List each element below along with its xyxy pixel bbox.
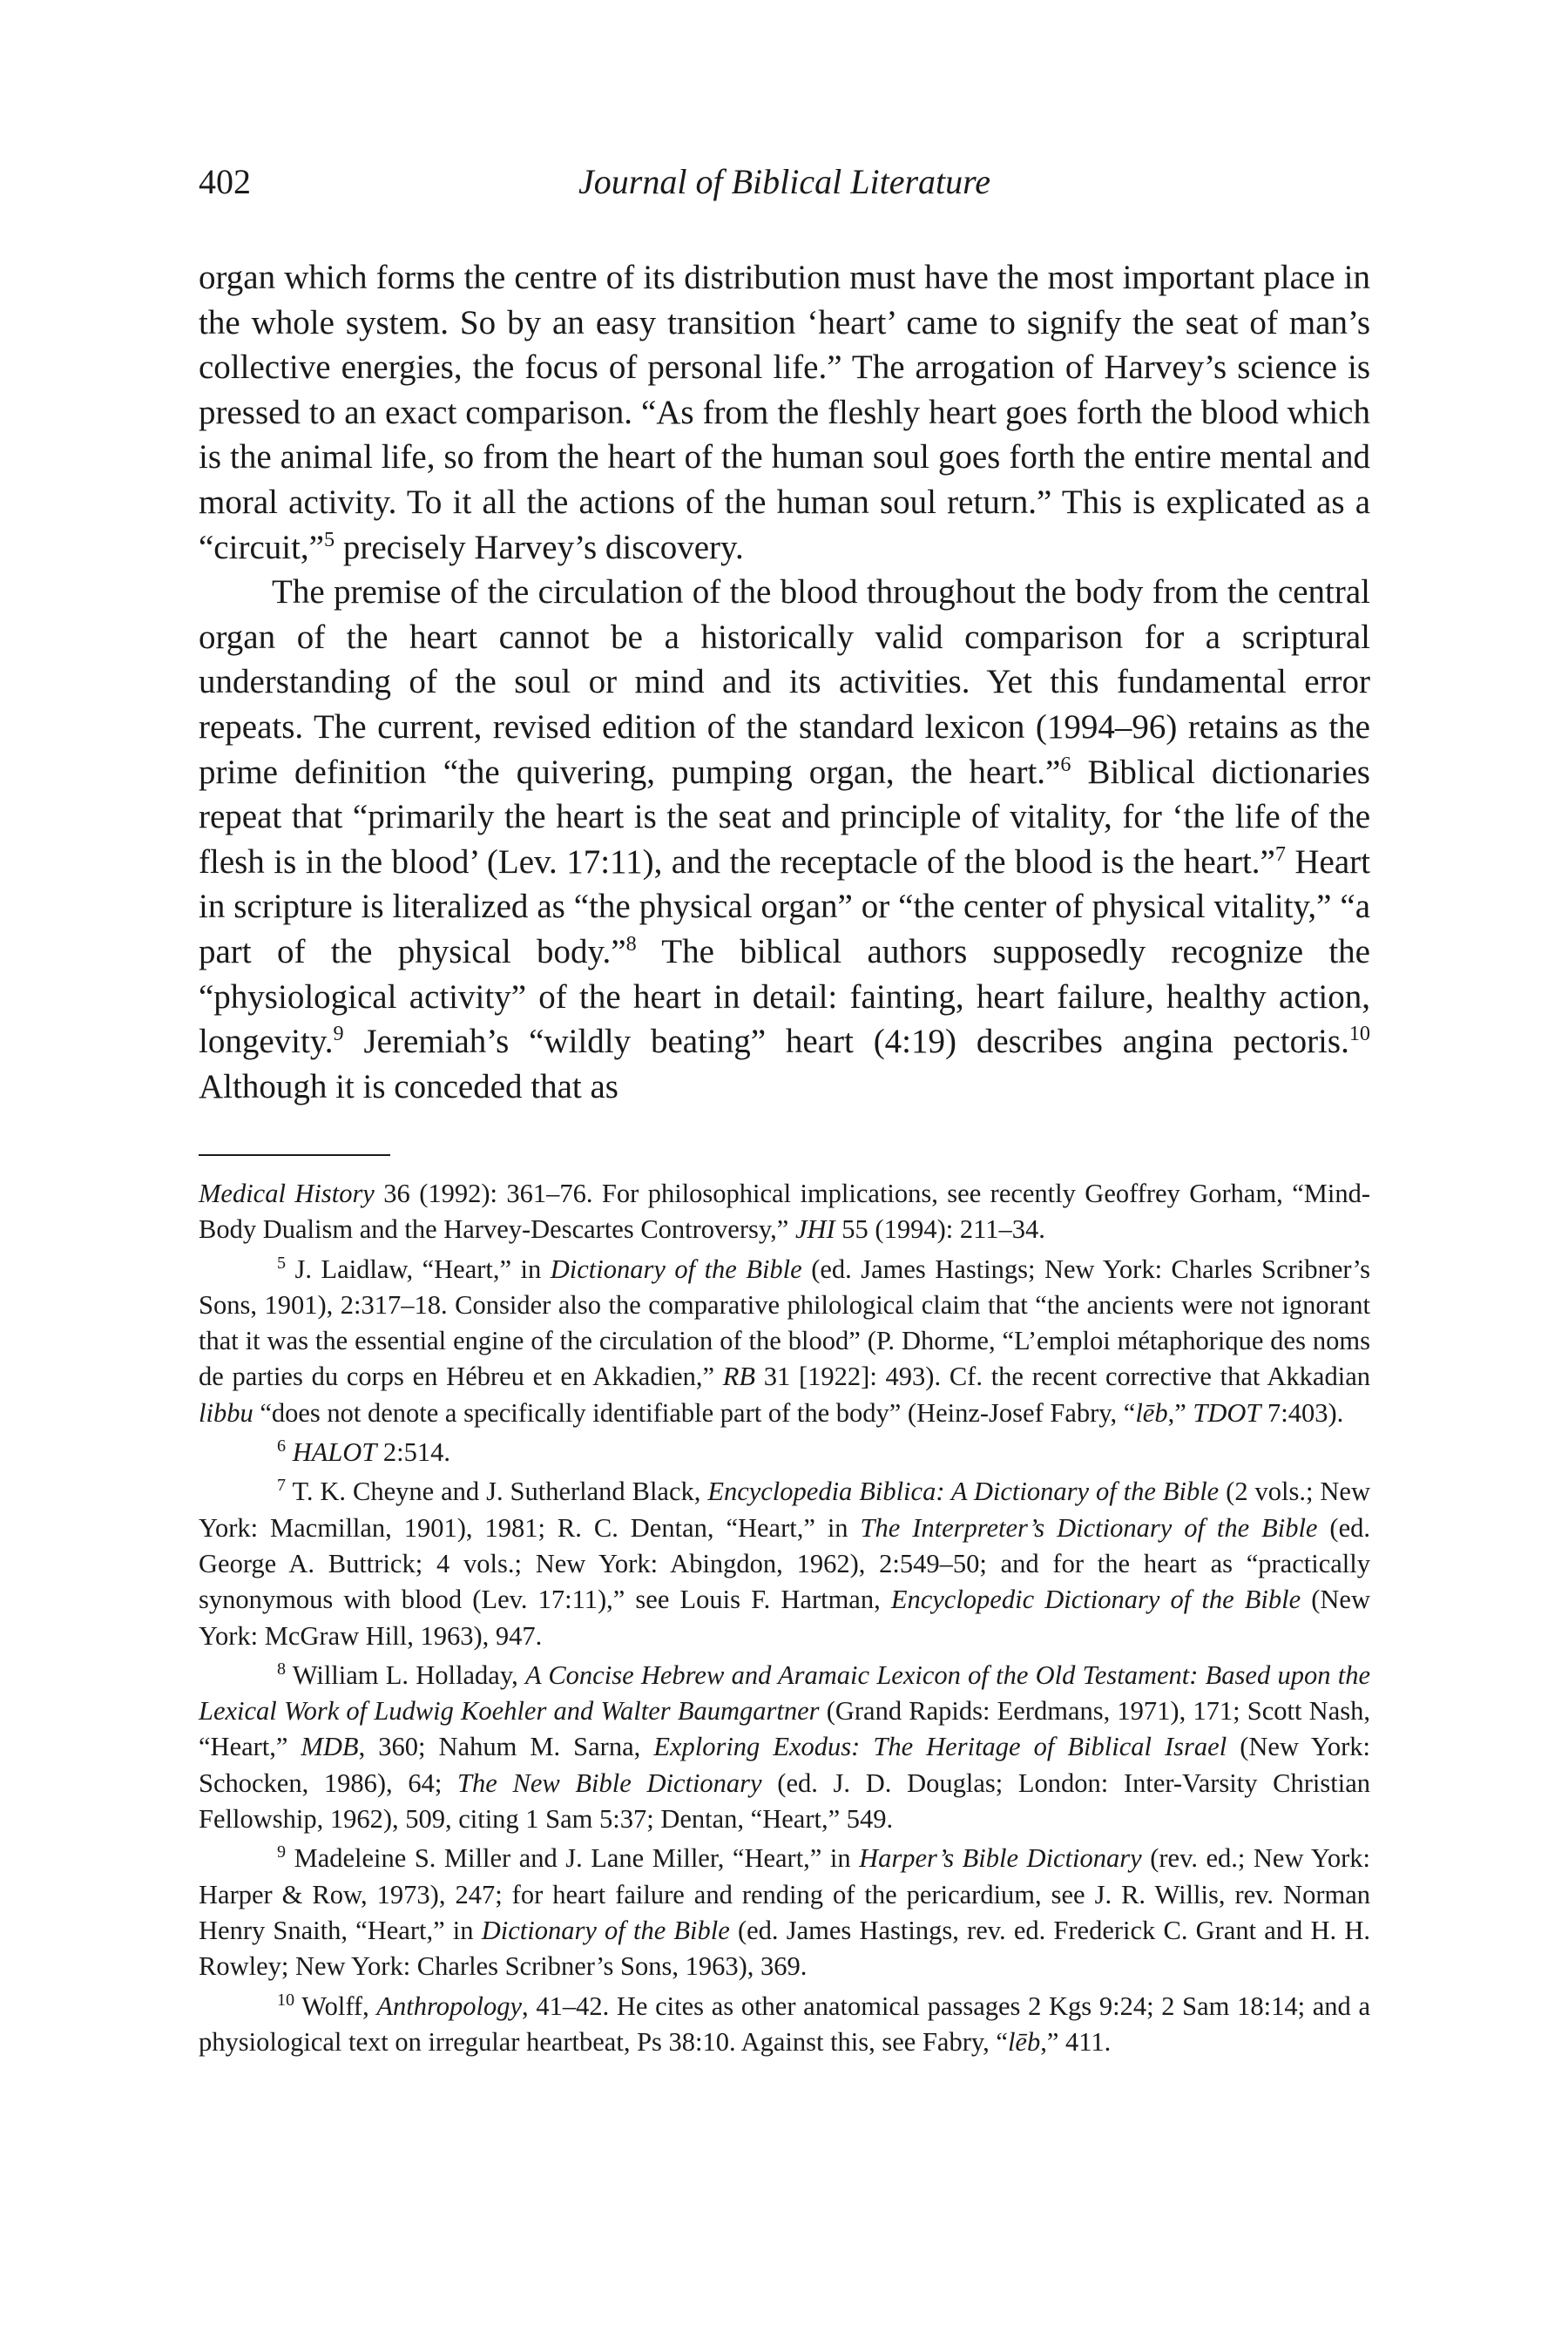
footnote-ref[interactable]: 8: [625, 931, 637, 956]
footnote-ref[interactable]: 5: [323, 527, 335, 551]
footnote-ref[interactable]: 7: [1274, 841, 1286, 866]
footnote-9: $^9$ Madeleine S. Miller and J. Lane Miller, “Heart,” in Harper’s Bible Dictionary (rev. ed.; New York: Harper & Row, 1973), 247; for heart failure and rending of the pericardium, see J. R. Willis, rev. Norman Henry Snaith, “Heart,” in Dictionary of the Bible (ed. James Hastings, rev. ed. Frederick C. Grant and H. H. Rowley; New York: Charles Scribner’s Sons, 1963), 369.: [199, 1842, 1370, 1982]
footnote-7: $^7$ T. K. Cheyne and J. Sutherland Black, Encyclopedia Biblica: A Dictionary of the Bible (2 vols.; New York: Macmillan, 1901), 1981; R. C. Dentan, “Heart,” in The Interpreter’s Dictionary of the Bible (ed. George A. Buttrick; 4 vols.; New York: Abingdon, 1962), 2:549–50; and for the heart as “practically synonymous with blood (Lev. 17:11),” see Louis F. Hartman, Encyclopedic Dictionary of the Bible (New York: McGraw Hill, 1963), 947.: [199, 1476, 1370, 1651]
body-paragraph: organ which forms the centre of its distribution must have the most important place in the whole system. So by an easy transition ‘heart’ came to signify the seat of man’s collective energies, the focus of personal life.” The arrogation of Harvey’s science is pressed to an exact comparison. “As from the fleshly heart goes forth the blood which is the animal life, so from the heart of the human soul goes forth the entire mental and moral activity. To it all the actions of the human soul return.” This is explicated as a “circuit,”$^5$ precisely Harvey’s discovery.: [199, 259, 1370, 566]
footnote-ref[interactable]: 10: [1348, 1022, 1370, 1046]
body-text: [199, 255, 1370, 1109]
footnote-ref[interactable]: 6: [1060, 752, 1071, 776]
footnote-number: 5: [277, 1253, 287, 1273]
journal-title: Journal of Biblical Literature: [578, 162, 990, 201]
footnote-number: 6: [277, 1436, 287, 1456]
footnotes: [199, 1176, 1370, 2064]
running-head: [199, 159, 1370, 212]
footnote-5: $^5$ J. Laidlaw, “Heart,” in Dictionary of the Bible (ed. James Hastings; New York: Charles Scribner’s Sons, 1901), 2:317–18. Consider also the comparative philological claim that “the ancients were not ignorant that it was the essential engine of the circulation of the blood” (P. Dhorme, “L’emploi métaphorique des noms de parties du corps en Hébreu et en Akkadien,” RB 31 [1922]: 493). Cf. the recent corrective that Akkadian libbu “does not denote a specifically identifiable part of the body” (Heinz-Josef Fabry, “lēb,” TDOT 7:403).: [199, 1253, 1370, 1428]
footnote-10: $^{10}$ Wolff, Anthropology, 41–42. He cites as other anatomical passages 2 Kgs 9:24; 2 Sam 18:14; and a physiological text on irregular heartbeat, Ps 38:10. Against this, see Fabry, “lēb,” 411.: [199, 1990, 1371, 2057]
footnote-6: $^6$ HALOT 2:514.: [277, 1436, 451, 1468]
page-number: 402: [199, 162, 251, 201]
footnote-8: $^8$ William L. Holladay, A Concise Hebrew and Aramaic Lexicon of the Old Testament: Based upon the Lexical Work of Ludwig Koehler and Walter Baumgartner (Grand Rapids: Eerdmans, 1971), 171; Scott Nash, “Heart,” MDB, 360; Nahum M. Sarna, Exploring Exodus: The Heritage of Biblical Israel (New York: Schocken, 1986), 64; The New Bible Dictionary (ed. J. D. Douglas; London: Inter-Varsity Christian Fellowship, 1962), 509, citing 1 Sam 5:37; Dentan, “Heart,” 549.: [199, 1659, 1371, 1835]
footnote-number: 10: [277, 1990, 295, 2010]
footnote-number: 9: [277, 1842, 287, 1862]
footnote-continuation: Medical History 36 (1992): 361–76. For philosophical implications, see recently Geoffrey Gorham, “Mind-Body Dualism and the Harvey-Descartes Controversy,” JHI 55 (1994): 211–34.: [199, 1179, 1370, 1245]
footnote-number: 8: [277, 1659, 287, 1679]
footnote-divider: [199, 1154, 390, 1156]
body-paragraph: The premise of the circulation of the blood throughout the body from the central organ of the heart cannot be a historically valid comparison for a scriptural understanding of the soul or mind and its activities. Yet this fundamental error repeats. The current, revised edition of the standard lexicon (1994–96) retains as the prime definition “the quivering, pumping organ, the heart.”$^6$ Biblical dictionaries repeat that “primarily the heart is the seat and principle of vitality, for ‘the life of the flesh is in the blood’ (Lev. 17:11), and the receptacle of the blood is the heart.”$^7$ Heart in scripture is literalized as “the physical organ” or “the center of physical vitality,” “a part of the physical body.”$^8$ The biblical authors supposedly recognize the “physiological activity” of the heart in detail: fainting, heart failure, healthy action, longevity.$^9$ Jeremiah’s “wildly beating” heart (4:19) describes angina pectoris.$^{10}$ Although it is conceded that as: [199, 573, 1370, 1105]
footnote-number: 7: [277, 1476, 287, 1496]
footnote-ref[interactable]: 9: [333, 1022, 344, 1046]
